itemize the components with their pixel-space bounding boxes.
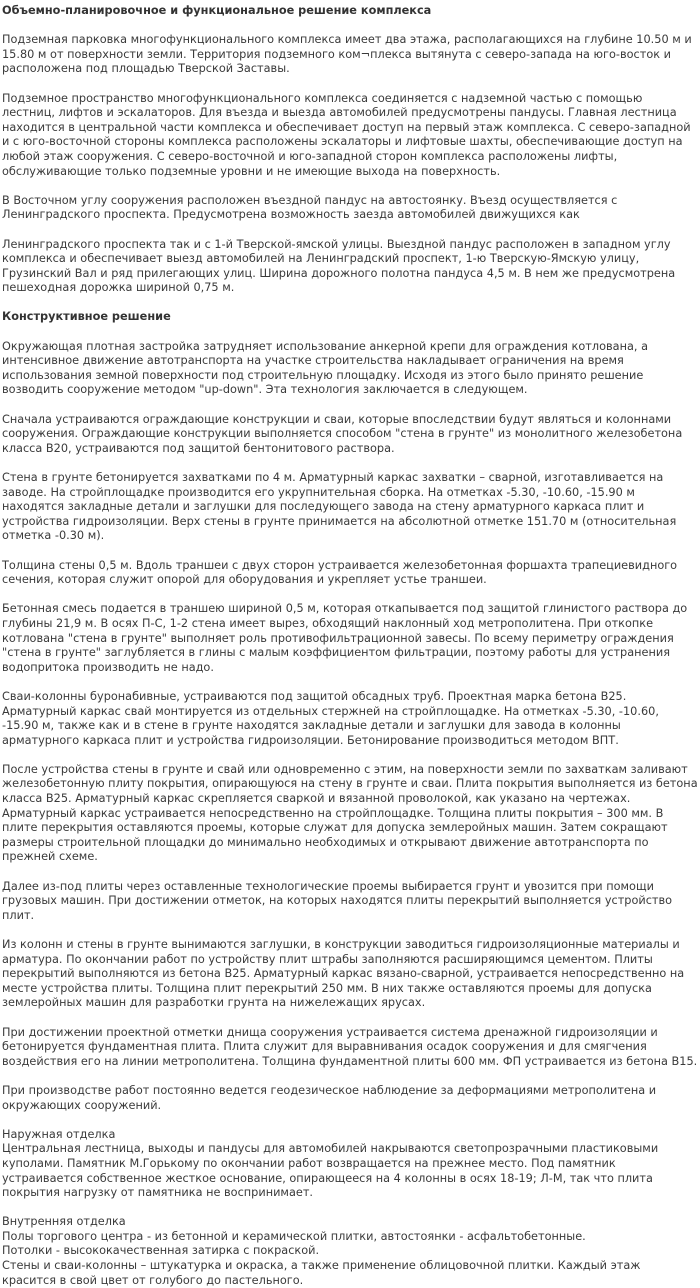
interior-finish-floors: Полы торгового центра - из бетонной и керамической плитки, автостоянки - асфальтобетонные. <box>2 1229 586 1243</box>
paragraph-excavation: Далее из-под плиты через оставленные технологические проемы выбирается грунт и увозится при помощи грузовых машин. При достижении отметок, на которых находятся плиты перекрытий выполняется устройство плит. <box>2 879 673 922</box>
paragraph-entry-ramp: В Восточном углу сооружения расположен въездной пандус на автостоянку. Въезд осуществляется с Ленинградского проспекта. Предусмотрена возможность заезда автомобилей движущихся как <box>2 193 618 222</box>
paragraph-pile-columns: Сваи-колонны буронабивные, устраиваются под защитой обсадных труб. Проектная марка бетона В25. Арматурный каркас свай монтируется из отдельных стержней на стройплощадке. На отметках -5.30, -10.60, -15.90 м, также как и в стене в грунте находятся закладные детали и заглушки для завода в колонны арматурного каркаса плит и устройства гидроизоляции. Бетонирование производиться методом ВПТ. <box>2 689 659 747</box>
exterior-finish-title: Наружная отделка <box>2 1127 116 1141</box>
paragraph-slurry-wall: Стена в грунте бетонируется захватками по 4 м. Арматурный каркас захватки – сварной, изготавливается на заводе. На стройплощадке производится его укрупнительная сборка. На отметках -5.30, -10.60, -15.90 м находятся закладные детали и заглушки для последующего завода на стену арматурного каркаса плит и устройства гидроизоляции. Верх стены в грунте принимается на абсолютной отметке 151.70 м (относительная отметка -0.30 м). <box>2 471 677 543</box>
spacer <box>2 325 698 340</box>
spacer <box>2 1069 698 1084</box>
spacer <box>2 456 698 471</box>
interior-finish-walls: Стены и сваи-колонны – штукатурка и окраска, а также применение облицовочной плитки. Каждый этаж красится в свой цвет от голубого до пастельного. <box>2 1259 641 1287</box>
spacer <box>2 923 698 938</box>
spacer <box>2 675 698 690</box>
paragraph-exit-ramp: Ленинградского проспекта так и с 1-й Тверской-ямской улицы. Выездной пандус расположен в западном углу комплекса и обеспечивает выезд автомобилей на Ленинградский проспект, 1-ю Тверскую-Ямскую улицу, Грузинский Вал и ряд прилегающих улиц. Ширина дорожного полотна пандуса 4,5 м. В нем же предусмотрена пешеходная дорожка шириной 0,75 м. <box>2 237 676 295</box>
interior-finish-title: Внутренняя отделка <box>2 1215 126 1229</box>
spacer <box>2 77 698 92</box>
paragraph-wall-thickness: Толщина стены 0,5 м. Вдоль траншеи с двух сторон устраивается железобетонная форшахта трапециевидного сечения, которая служит опорой для оборудования и укрепляет устье траншеи. <box>2 558 678 587</box>
spacer <box>2 748 698 763</box>
paragraph-exterior-finish: Центральная лестница, выходы и пандусы для автомобилей накрываются светопрозрачными пластиковыми куполами. Памятник М.Горькому по окончании работ возвращается на прежнее место. Под памятник устраивается собственное жесткое основание, опирающееся на 4 колонны в осях 18-19; Л-М, так что плита покрытия нагрузку от памятника не воспринимает. <box>2 1142 659 1200</box>
paragraph-floor-slabs: Из колонн и стены в грунте вынимаются заглушки, в конструкции заводиться гидроизоляционные материалы и арматура. По окончании работ по устройству плит штрабы заполняются расширяющимся цементом. Плиты перекрытий выполняются из бетона В25. Арматурный каркас вязано-сварной, устраивается непосредственно на месте устройства плиты. Толщина плит перекрытий 250 мм. В них также оставляются проемы для допуска землеройных машин для разработки грунта на нижележащих ярусах. <box>2 938 685 1010</box>
spacer <box>2 1113 698 1128</box>
spacer <box>2 19 698 34</box>
spacer <box>2 1201 698 1216</box>
spacer <box>2 398 698 413</box>
paragraph-concrete-mix: Бетонная смесь подается в траншею шириной 0,5 м, которая откапывается под защитой глинистого раствора до глубины 21,9 м. В осях П-С, 1-2 стена имеет вырез, обходящий наклонный ход метрополитена. При откопке котлована "стена в грунте" выполняет роль противофильтрационной завесы. По всему периметру ограждения "стена в грунте" заглубляется в глины с малым коэффициентом фильтрации, поэтому работы для устранения водопритока производить не надо. <box>2 602 688 674</box>
spacer <box>2 865 698 880</box>
spacer <box>2 544 698 559</box>
spacer <box>2 1011 698 1026</box>
paragraph-cover-slab: После устройства стены в грунте и свай или одновременно с этим, на поверхности земли по захваткам заливают железобетонную плиту покрытия, опирающуюся на стену в грунте и сваи. Плита покрытия выполняется из бетона класса В25. Арматурный каркас скрепляется сваркой и вязанной проволокой, как указано на чертежах. Арматурный каркас устраивается непосредственно на стройплощадке. Толщина плиты покрытия – 300 мм. В плите перекрытия оставляются проемы, которые служат для допуска землеройных машин. Затем сокращают размеры строительной площадки до минимально необходимых и открывают движение автотранспорта по прежней схеме. <box>2 762 698 864</box>
section-title-planning: Объемно-планировочное и функциональное решение комплекса <box>2 4 432 17</box>
paragraph-parking-levels: Подземная парковка многофункционального комплекса имеет два этажа, располагающихся на глубине 10.50 м и 15.80 м от поверхности земли. Территория подземного ком¬плекса вытянута с северо-запада на юго-восток и расположена под площадью Тверской Заставы. <box>2 33 692 76</box>
paragraph-enclosing-structures: Сначала устраиваются ограждающие конструкции и сваи, которые впоследствии будут являться и колоннами сооружения. Ограждающие конструкции выполняется способом "стена в грунте" из монолитного железобетона класса В20, устраиваются под защитой бентонитового раствора. <box>2 412 683 455</box>
interior-finish-ceilings: Потолки - высококачественная затирка с покраской. <box>2 1244 320 1258</box>
spacer <box>2 296 698 311</box>
spacer <box>2 223 698 238</box>
paragraph-foundation-slab: При достижении проектной отметки днища сооружения устраивается система дренажной гидроизоляции и бетонируется фундаментная плита. Плита служит для выравнивания осадок сооружения и для смягчения воздействия его на линии метрополитена. Толщина фундаментной плиты 600 мм. ФП устраивается из бетона В15. <box>2 1025 698 1068</box>
spacer <box>2 588 698 603</box>
paragraph-vertical-access: Подземное пространство многофункционального комплекса соединяется с надземной частью с помощью лестниц, лифтов и эскалаторов. Для въезда и выезда автомобилей предусмотрены пандусы. Главная лестница находится в центральной части комплекса и обеспечивает доступ на первый этаж комплекса. С северо-западной и с юго-восточной стороны комплекса расположены эскалаторы и лифтовые шахты, обеспечивающие доступ на любой этаж сооружения. С северо-восточной и юго-западной сторон комплекса расположены лифты, обслуживающие только подземные уровни и не имеющие выхода на поверхность. <box>2 91 691 178</box>
section-title-structural: Конструктивное решение <box>2 310 171 324</box>
paragraph-up-down-method: Окружающая плотная застройка затрудняет использование анкерной крепи для ограждения котлована, а интенсивное движение автотранспорта на участке строительства накладывает ограничения на время использования земной поверхности под строительную площадку. Исходя из этого было принято решение возводить сооружение методом "up-down". Эта технология заключается в следующем. <box>2 339 648 397</box>
paragraph-geodetic-monitoring: При производстве работ постоянно ведется геодезическое наблюдение за деформациями метрополитена и окружающих сооружений. <box>2 1083 657 1112</box>
spacer <box>2 179 698 194</box>
